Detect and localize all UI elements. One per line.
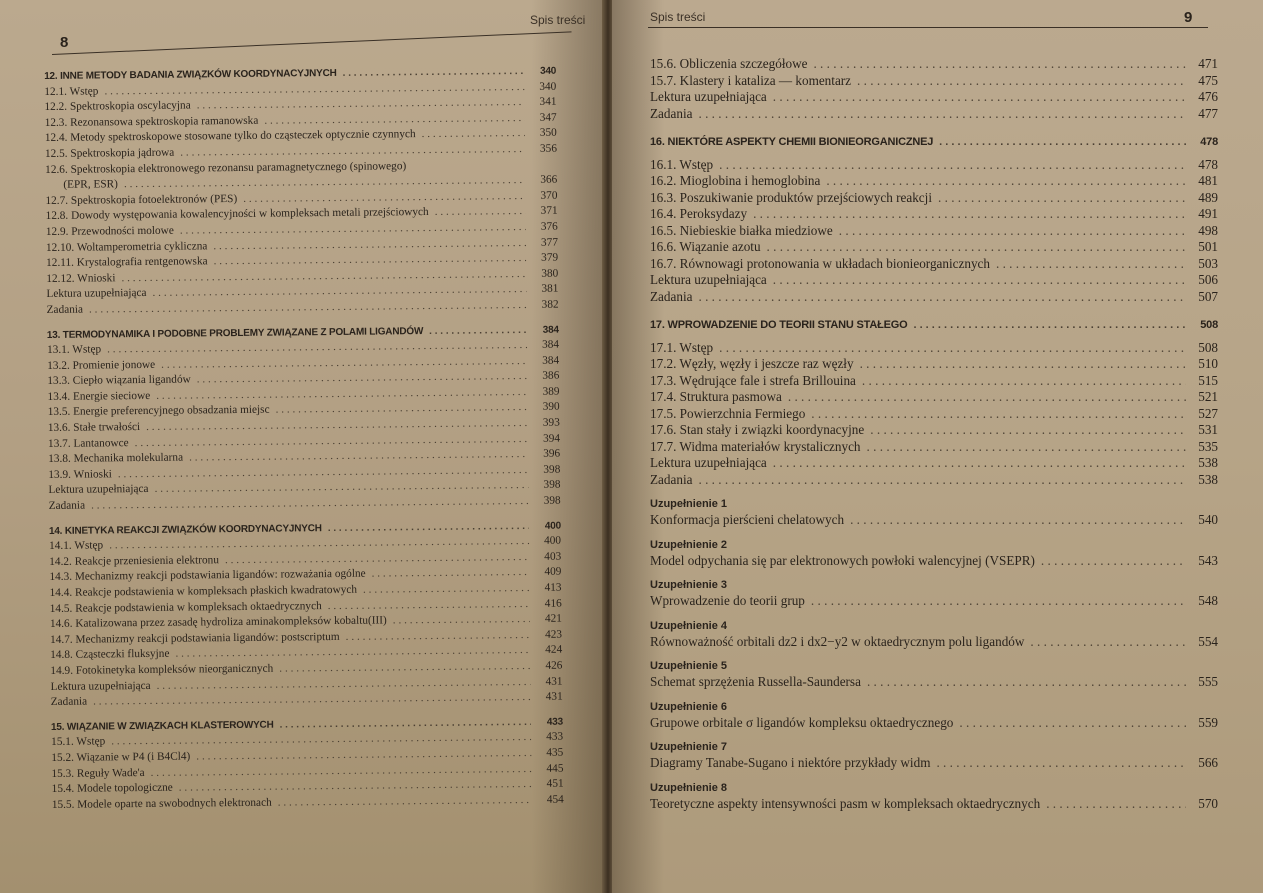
entry-title: 15. WIĄZANIE W ZWIĄZKACH KLASTEROWYCH — [50, 719, 274, 733]
entry-title: Lektura uzupełniająca — [48, 483, 149, 497]
toc-entry — [650, 356, 1218, 373]
appendix-label: Uzupełnienie 4 — [650, 619, 728, 632]
entry-title: 16.7. Równowagi protonowania w układach bionieorganicznych — [650, 255, 990, 271]
left-page — [0, 0, 604, 893]
entry-page: 396 — [543, 447, 561, 461]
entry-page: 366 — [540, 173, 558, 186]
dot-leader — [719, 340, 1186, 357]
appendix-label: Uzupełnienie 1 — [650, 498, 728, 510]
entry-page: 409 — [544, 566, 562, 579]
header-rule-left — [52, 31, 572, 55]
entry-title: 15.6. Obliczenia szczegółowe — [650, 56, 808, 71]
entry-title: 13.7. Lantanowce — [47, 436, 129, 450]
entry-page: 501 — [1198, 239, 1218, 254]
entry-title: 17.5. Powierzchnia Fermiego — [650, 405, 806, 421]
entry-page: 489 — [1198, 189, 1218, 205]
header-rule-right — [648, 27, 1208, 28]
entry-title: 16.2. Mioglobina i hemoglobina — [650, 173, 821, 188]
entry-page: 506 — [1198, 272, 1218, 287]
entry-title: Zadania — [48, 499, 86, 513]
entry-title: 13.6. Stałe trwałości — [47, 421, 141, 435]
appendix-title: Model odpychania się par elektronowych powłoki walencyjnej (VSEPR) — [650, 552, 1035, 568]
entry-page: 445 — [546, 762, 564, 775]
entry-title: 16.5. Niebieskie białka miedziowe — [650, 222, 833, 238]
dot-leader — [959, 715, 1186, 732]
running-header-left: Spis treści — [530, 13, 586, 27]
chapter-heading — [650, 134, 1218, 151]
dot-leader — [939, 134, 1186, 151]
dot-leader — [839, 223, 1186, 240]
entry-title: 16.1. Wstęp — [650, 156, 714, 172]
entry-title: 17.1. Wstęp — [650, 339, 714, 355]
entry-page: 433 — [546, 716, 564, 728]
toc-entry — [650, 406, 1218, 423]
appendix-title-row — [650, 674, 1218, 691]
dot-leader — [811, 593, 1186, 610]
appendix-title-row — [650, 553, 1218, 570]
dot-leader — [773, 89, 1186, 106]
right-page — [612, 0, 1263, 893]
dot-leader — [1030, 634, 1186, 651]
entry-title: Zadania — [50, 695, 88, 709]
appendix-label: Uzupełnienie 6 — [650, 700, 728, 713]
entry-page: 431 — [545, 690, 563, 703]
entry-title: 16.3. Poszukiwanie produktów przejściowych reakcji — [650, 189, 932, 205]
dot-leader — [938, 190, 1186, 207]
entry-page: 356 — [539, 142, 558, 155]
toc-entry — [650, 190, 1218, 207]
entry-title: 13.5. Energie preferencyjnego obsadzania miejsc — [47, 404, 270, 419]
entry-title: 12.4. Metody spektroskopowe stosowane tylko do cząsteczek optycznie czynnych — [44, 128, 416, 145]
entry-page: 386 — [542, 369, 560, 383]
dot-leader — [435, 204, 526, 221]
entry-title: 17.6. Stan stały i związki koordynacyjne — [650, 422, 865, 437]
entry-title: Lektura uzupełniająca — [50, 679, 151, 693]
entry-title: 12.1. Wstęp — [44, 85, 99, 98]
appendix-page: 540 — [1198, 512, 1218, 527]
entry-title: Lektura uzupełniająca — [650, 455, 767, 470]
toc-entry — [650, 239, 1218, 256]
entry-page: 535 — [1198, 438, 1218, 454]
entry-page: 477 — [1198, 105, 1218, 121]
toc-left — [44, 55, 564, 814]
entry-page: 382 — [541, 298, 559, 311]
entry-title: 14. KINETYKA REAKCJI ZWIĄZKÓW KOORDYNACYJNYCH — [48, 522, 322, 537]
entry-page: 340 — [539, 80, 557, 93]
toc-entry — [650, 455, 1218, 472]
entry-title: 16.6. Wiązanie azotu — [650, 239, 761, 254]
dot-leader — [89, 298, 527, 318]
appendix-title-row — [650, 715, 1218, 732]
entry-title: 15.7. Klastery i kataliza — komentarz — [650, 72, 852, 88]
entry-page: 481 — [1198, 173, 1218, 188]
dot-leader — [753, 206, 1186, 223]
entry-title: 17. WPROWADZENIE DO TEORII STANU STAŁEGO — [650, 319, 908, 331]
entry-title: 14.3. Mechanizmy reakcji podstawiania ligandów: rozważania ogólne — [49, 568, 366, 584]
entry-page: 435 — [546, 746, 564, 759]
entry-page: 423 — [545, 628, 563, 641]
appendix-entry — [650, 619, 1218, 651]
appendix-entry — [650, 538, 1218, 570]
appendix-label: Uzupełnienie 3 — [650, 579, 728, 591]
entry-page: 478 — [1198, 156, 1218, 172]
entry-title: 13. TERMODYNAMIKA I PODOBNE PROBLEMY ZWIĄZANE Z POLAMI LIGANDÓW — [46, 325, 424, 341]
entry-page: 376 — [540, 220, 558, 233]
entry-page: 538 — [1198, 471, 1218, 487]
entry-page: 340 — [539, 65, 557, 77]
entry-page: 380 — [541, 267, 559, 280]
entry-page: 508 — [1200, 319, 1218, 331]
dot-leader — [1046, 796, 1186, 813]
entry-title: 14.5. Reakcje podstawienia w kompleksach oktaedrycznych — [49, 599, 322, 615]
appendix-title: Teoretyczne aspekty intensywności pasm w kompleksach oktaedrycznych — [650, 795, 1041, 811]
appendix-page: 566 — [1198, 755, 1218, 770]
entry-page: 451 — [546, 777, 564, 790]
dot-leader — [867, 439, 1186, 456]
dot-leader — [91, 494, 529, 514]
toc-entry — [650, 472, 1218, 489]
entry-title: 15.4. Modele topologiczne — [51, 781, 173, 796]
entry-title: 14.7. Mechanizmy reakcji podstawiania ligandów: postscriptum — [50, 630, 340, 646]
entry-page: 398 — [543, 479, 561, 492]
dot-leader — [393, 612, 530, 629]
appendix-title-row — [650, 593, 1218, 610]
entry-page: 538 — [1198, 455, 1218, 470]
entry-title: 14.4. Reakcje podstawienia w kompleksach płaskich kwadratowych — [49, 583, 358, 599]
entry-page: 413 — [544, 581, 562, 594]
appendix-title: Schemat sprzężenia Russella-Saundersa — [650, 674, 861, 689]
entry-page: 431 — [545, 675, 563, 688]
appendix-title: Grupowe orbitale σ ligandów kompleksu oktaedrycznego — [650, 714, 954, 730]
entry-title: 17.4. Struktura pasmowa — [650, 389, 782, 404]
entry-title: 12.12. Wnioski — [46, 271, 116, 285]
toc-entry — [650, 89, 1218, 106]
entry-title: 12.8. Dowody występowania kowalencyjności w kompleksach metali przejściowych — [45, 206, 429, 223]
entry-title: 14.6. Katalizowana przez zasadę hydroliza aminakompleksów kobaltu(III) — [49, 614, 387, 631]
entry-page: 398 — [543, 463, 561, 476]
entry-page: 531 — [1198, 422, 1218, 437]
dot-leader — [363, 581, 530, 598]
entry-page: 350 — [539, 127, 557, 140]
dot-leader — [429, 322, 527, 339]
toc-entry — [650, 272, 1218, 289]
dot-leader — [93, 690, 531, 710]
entry-title: 12.2. Spektroskopia oscylacyjna — [44, 99, 191, 114]
entry-page: 398 — [543, 494, 561, 507]
appendix-label: Uzupełnienie 7 — [650, 741, 728, 753]
entry-page: 384 — [541, 338, 560, 351]
dot-leader — [862, 373, 1186, 390]
dot-leader — [719, 157, 1186, 174]
entry-title: Zadania — [650, 471, 693, 487]
dot-leader — [850, 512, 1186, 529]
entry-page: 394 — [542, 432, 561, 445]
entry-title: 13.4. Energie sieciowe — [47, 389, 151, 403]
entry-page: 381 — [541, 282, 559, 296]
toc-entry — [650, 389, 1218, 406]
dot-leader — [826, 173, 1186, 190]
entry-title: 15.2. Wiązanie w P4 (i B4Cl4) — [51, 750, 191, 764]
entry-page: 424 — [545, 643, 563, 657]
entry-page: 390 — [542, 401, 560, 414]
entry-page: 498 — [1198, 222, 1218, 238]
toc-entry — [650, 56, 1218, 73]
entry-page: 384 — [542, 324, 559, 336]
entry-title: 14.2. Reakcje przeniesienia elektronu — [49, 554, 220, 568]
entry-page: 503 — [1198, 255, 1218, 271]
toc-entry — [650, 373, 1218, 390]
entry-title: Lektura uzupełniająca — [46, 287, 147, 301]
entry-title: 17.7. Widma materiałów krystalicznych — [650, 438, 861, 454]
dot-leader — [1041, 553, 1186, 570]
appendix-title: Równoważność orbitali dz2 i dx2−y2 w oktaedrycznym polu ligandów — [650, 633, 1025, 649]
appendix-page: 548 — [1198, 593, 1218, 608]
entry-page: 426 — [545, 659, 563, 672]
toc-entry — [650, 256, 1218, 273]
entry-page: 471 — [1198, 56, 1218, 71]
entry-title: 14.8. Cząsteczki fluksyjne — [50, 648, 170, 662]
dot-leader — [870, 422, 1186, 439]
entry-title: 15.1. Wstęp — [51, 735, 106, 749]
entry-title: (EPR, ESR) — [63, 178, 118, 191]
entry-title: 12. INNE METODY BADANIA ZWIĄZKÓW KOORDYNACYJNYCH — [44, 67, 337, 82]
appendix-entry — [650, 781, 1218, 813]
entry-title: 15.3. Reguły Wade'a — [51, 766, 145, 780]
entry-page: 515 — [1198, 372, 1218, 388]
entry-title: 12.7. Spektroskopia fotoelektronów (PES) — [45, 192, 238, 207]
entry-page: 400 — [544, 520, 561, 532]
appendix-entry — [650, 740, 1218, 772]
toc-entry — [650, 173, 1218, 190]
toc-entry — [650, 289, 1218, 306]
running-header-right: Spis treści — [650, 10, 706, 24]
appendix-title: Diagramy Tanabe-Sugano i niektóre przykłady widm — [650, 755, 931, 770]
dot-leader — [372, 565, 530, 582]
appendix-entry — [650, 578, 1218, 610]
entry-title: 15.5. Modele oparte na swobodnych elektronach — [51, 796, 272, 811]
entry-title: Zadania — [46, 303, 84, 316]
entry-title: 13.3. Ciepło wiązania ligandów — [47, 373, 191, 388]
dot-leader — [698, 106, 1186, 123]
entry-title: 14.1. Wstęp — [49, 539, 104, 553]
appendix-label: Uzupełnienie 5 — [650, 660, 728, 672]
toc-entry — [650, 106, 1218, 123]
entry-title: 13.8. Mechanika molekularna — [48, 451, 184, 466]
entry-page: 521 — [1198, 389, 1218, 404]
appendix-title-row — [650, 634, 1218, 651]
entry-page: 403 — [544, 550, 562, 563]
entry-page: 510 — [1198, 356, 1218, 371]
toc-entry — [650, 206, 1218, 223]
dot-leader — [698, 289, 1186, 306]
entry-page: 400 — [544, 534, 562, 548]
dot-leader — [996, 256, 1186, 273]
toc-entry — [650, 73, 1218, 90]
page-number-right: 9 — [1184, 9, 1193, 26]
toc-entry — [650, 340, 1218, 357]
toc-entry — [650, 439, 1218, 456]
entry-title: 16. NIEKTÓRE ASPEKTY CHEMII BIONIEORGANICZNEJ — [650, 136, 934, 148]
entry-title: 17.3. Wędrujące fale i strefa Brillouina — [650, 372, 856, 388]
entry-page: 393 — [542, 416, 560, 429]
entry-title: 16.4. Peroksydazy — [650, 206, 748, 221]
entry-page: 377 — [540, 236, 558, 249]
appendix-page: 559 — [1198, 714, 1218, 730]
dot-leader — [278, 793, 532, 811]
entry-title: 17.2. Węzły, węzły i jeszcze raz węzły — [650, 356, 854, 371]
dot-leader — [788, 389, 1186, 406]
entry-title: 13.2. Promienie jonowe — [47, 358, 156, 372]
entry-page: 491 — [1198, 206, 1218, 221]
appendix-title: Konformacja pierścieni chelatowych — [650, 512, 845, 527]
entry-title: Zadania — [650, 288, 693, 304]
entry-page: 507 — [1198, 288, 1218, 304]
dot-leader — [698, 472, 1186, 489]
dot-leader — [767, 239, 1186, 256]
dot-leader — [422, 126, 525, 143]
entry-page: 527 — [1198, 405, 1218, 421]
appendix-title: Wprowadzenie do teorii grup — [650, 593, 805, 608]
dot-leader — [773, 455, 1186, 472]
dot-leader — [813, 56, 1186, 73]
toc-entry — [650, 157, 1218, 174]
entry-page: 379 — [541, 251, 559, 264]
entry-page: 389 — [542, 385, 560, 398]
appendix-entry — [650, 497, 1218, 529]
appendix-entry — [650, 659, 1218, 691]
appendix-page: 555 — [1198, 674, 1218, 689]
entry-title: Lektura uzupełniająca — [650, 272, 767, 287]
dot-leader — [860, 356, 1186, 373]
entry-title: 13.1. Wstęp — [46, 343, 102, 357]
entry-page: 370 — [540, 189, 558, 202]
entry-title: 12.10. Woltamperometria cykliczna — [45, 239, 208, 254]
dot-leader — [343, 64, 525, 81]
entry-page: 433 — [546, 730, 564, 744]
entry-page: 421 — [544, 612, 562, 625]
appendix-label: Uzupełnienie 8 — [650, 781, 728, 794]
entry-title: 12.11. Krystalografia rentgenowska — [46, 255, 208, 270]
entry-title: 12.6. Spektroskopia elektronowego rezonansu paramagnetycznego (spinowego) — [45, 159, 407, 176]
entry-page: 478 — [1200, 136, 1218, 148]
appendix-title-row — [650, 512, 1218, 529]
dot-leader — [857, 73, 1186, 90]
entry-title: Zadania — [650, 105, 693, 121]
entry-page: 508 — [1198, 339, 1218, 355]
toc-right-appendices — [650, 497, 1218, 812]
entry-page: 416 — [544, 597, 562, 610]
appendix-entry — [650, 700, 1218, 732]
appendix-page: 543 — [1198, 552, 1218, 568]
appendix-label: Uzupełnienie 2 — [650, 538, 728, 551]
appendix-page: 570 — [1198, 795, 1218, 811]
page-number-left: 8 — [60, 34, 69, 51]
dot-leader — [773, 272, 1186, 289]
entry-title: 13.9. Wnioski — [48, 468, 112, 481]
toc-right — [650, 56, 1218, 812]
entry-page: 475 — [1198, 72, 1218, 88]
appendix-title-row — [650, 755, 1218, 772]
entry-page: 347 — [539, 111, 557, 124]
toc-entry — [650, 223, 1218, 240]
entry-title: 12.3. Rezonansowa spektroskopia ramanowska — [44, 114, 259, 129]
dot-leader — [936, 755, 1186, 772]
entry-title: 12.9. Przewodności molowe — [45, 224, 174, 238]
entry-page: 454 — [546, 793, 564, 806]
entry-title: Lektura uzupełniająca — [650, 89, 767, 104]
dot-leader — [811, 406, 1186, 423]
toc-entry — [650, 422, 1218, 439]
entry-title: 14.9. Fotokinetyka kompleksów nieorganicznych — [50, 662, 274, 677]
dot-leader — [867, 674, 1186, 691]
entry-page: 384 — [542, 354, 560, 367]
appendix-title-row — [650, 796, 1218, 813]
entry-page: 476 — [1198, 89, 1218, 104]
entry-page: 371 — [540, 204, 558, 218]
dot-leader — [913, 317, 1186, 334]
appendix-page: 554 — [1198, 633, 1218, 649]
entry-page: 341 — [539, 95, 557, 109]
entry-title: 12.5. Spektroskopia jądrowa — [44, 146, 175, 160]
chapter-heading — [650, 317, 1218, 334]
toc-right-entries — [650, 56, 1218, 488]
